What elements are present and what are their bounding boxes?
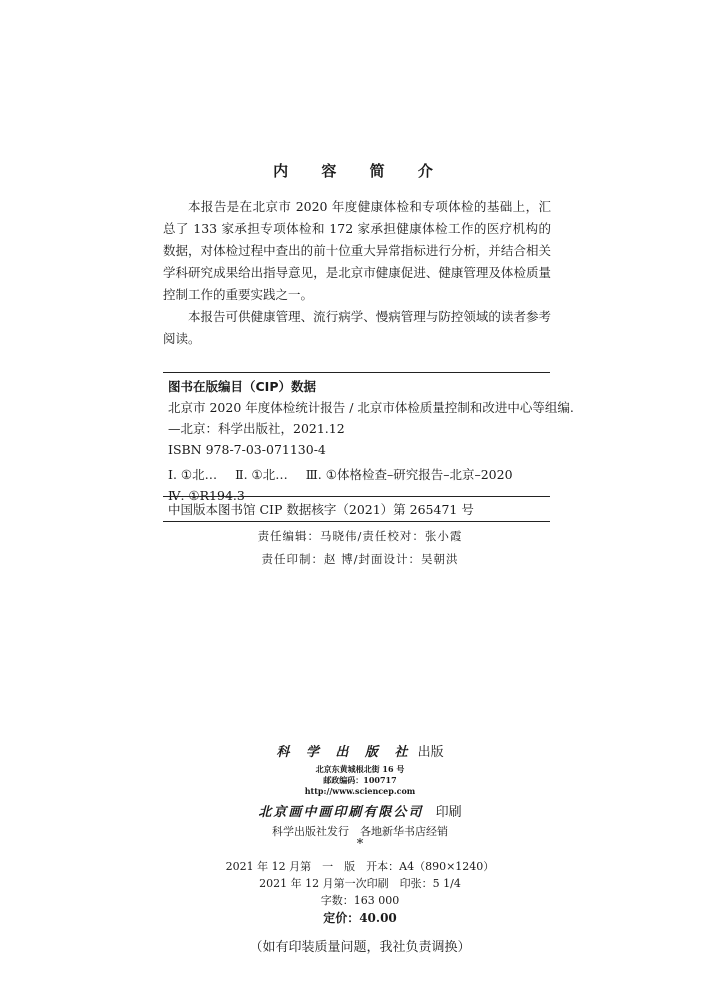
cip-title-line: 北京市 2020 年度体检统计报告 / 北京市体检质量控制和改进中心等组编.: [168, 400, 574, 415]
intro-body: [163, 196, 551, 350]
publisher-suffix: 出版: [417, 745, 444, 760]
cip-class-1: Ⅰ. ①北…: [168, 467, 218, 482]
intro-title: 内 容 简 介: [273, 162, 447, 180]
editor-credits: 责任编辑：马晓伟/责任校对：张小霞: [257, 529, 463, 543]
intro-paragraph-1: 本报告是在北京市 2020 年度健康体检和专项体检的基础上，汇总了 133 家承担专项体检和 172 家承担健康体检工作的医疗机构的数据，对体检过程中查出的前十位重大异常指标进行分析，并结合相关学科研究成果给出指导意见，是北京市健康促进、健康管理及体检质量控制工作的重要实践之一。: [163, 199, 551, 302]
production-credits: 责任印制：赵 博/封面设计：吴朝洪: [261, 552, 459, 566]
cip-record-block: [168, 499, 553, 520]
printing-line: 2021 年 12 月第一次印刷 印张：5 1/4: [259, 877, 461, 890]
separator-star: *: [356, 837, 364, 852]
quality-notice: （如有印装质量问题，我社负责调换）: [249, 940, 471, 955]
publisher-line: [0, 741, 720, 760]
cip-heading: 图书在版编目（CIP）数据: [168, 379, 316, 394]
cip-bottom-rule: [163, 521, 550, 522]
cip-record-number: 中国版本图书馆 CIP 数据核字（2021）第 265471 号: [168, 502, 474, 517]
cip-middle-rule: [163, 496, 550, 497]
cip-block: [168, 376, 574, 506]
cip-classification-line: [168, 464, 553, 485]
edition-line: 2021 年 12 月第 一 版 开本：A4（890×1240）: [225, 860, 495, 873]
cip-isbn: ISBN 978-7-03-071130-4: [168, 442, 326, 457]
cip-publisher-line: —北京：科学出版社，2021.12: [168, 421, 345, 436]
price: 定价：40.00: [323, 911, 397, 925]
publisher-postcode: 邮政编码：100717: [323, 775, 397, 785]
publisher-block: [0, 741, 720, 955]
printer-line: [0, 801, 720, 820]
cip-class-3: Ⅲ. ①体格检查–研究报告–北京–2020: [305, 467, 513, 482]
printer-name: 北京画中画印刷有限公司: [258, 805, 424, 820]
cip-class-4: Ⅳ. ①R194.3: [168, 488, 245, 503]
cip-top-rule: [163, 372, 550, 373]
distribution-line: 科学出版社发行 各地新华书店经销: [272, 825, 448, 838]
cip-class-2: Ⅱ. ①北…: [235, 467, 288, 482]
publisher-name: 科 学 出 版 社: [276, 745, 414, 760]
word-count: 字数：163 000: [320, 894, 400, 907]
printer-suffix: 印刷: [435, 805, 462, 820]
intro-paragraph-2: 本报告可供健康管理、流行病学、慢病管理与防控领域的读者参考阅读。: [163, 309, 551, 346]
publisher-address: 北京东黄城根北街 16 号: [315, 764, 405, 774]
publisher-website: http://www.sciencep.com: [304, 786, 416, 796]
